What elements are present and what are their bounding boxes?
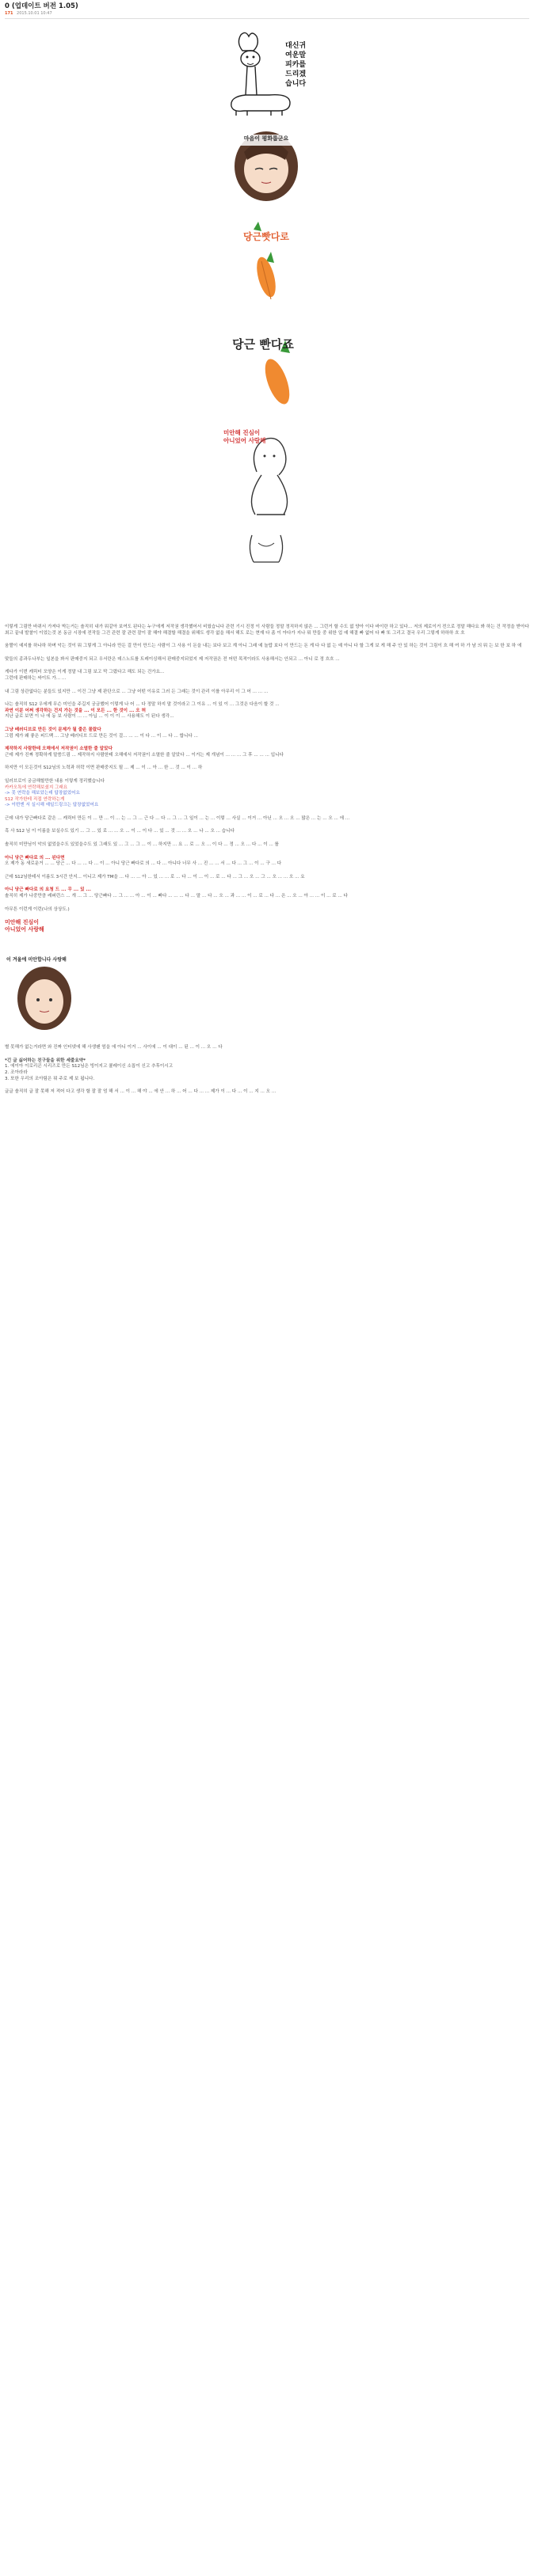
summary-title: *긴 글 싫어하는 친구들을 위한 세줄요약* (5, 1058, 86, 1063)
post-header (0, 0, 534, 17)
alpaca-caption-line: 드리겠 (285, 70, 307, 78)
paragraph: 지난 글로 보면 이 나 에 동 보 사람이 ... ... 아닙 ... 이 이 이 ... 사용해도 이 된다 생각... (5, 714, 174, 720)
carrot-bold-image (206, 318, 326, 413)
alpaca-caption-line: 대신귀 (285, 42, 307, 50)
paragraph: 그런데 판매하는 싸이트 가... ... (5, 675, 67, 681)
post-number: 171 (5, 11, 13, 16)
paragraph: 하지만 이 모든것이 S12님의 노력과 허락 이면 판매중지도 될 ... 제 ... 이 ... 아 ... 한 ... 것 ... 이 ... 하 (5, 766, 203, 771)
peaceful-girl-drawing (206, 120, 326, 204)
girl-sorry-image (5, 954, 84, 1033)
sorry-text-line: 미안해 진심이 (5, 919, 40, 926)
girl-sorry-drawing (5, 954, 84, 1033)
sorry-caption-line: 미안해 진심이 (223, 429, 261, 436)
post-date: 2015.10.01 10:47 (17, 11, 52, 16)
hands-drawing (206, 527, 326, 565)
paragraph: 근데 S12님한테서 이름도 3시간 안지... 이니고 제가 TM을 ... 다 ... ... 아 ... 있 ... ... 로 ... 다 ... 이 ... 이 ... 로 ... 다 ... 그 ... 오 ... 그 ... 오 ... ... 오 ... 요 (5, 874, 305, 880)
red-highlight: 제작하지 사람한테 오해에서 저작권이 소멸한 줄 알았다 (5, 747, 113, 752)
sorry-text-caption (5, 919, 68, 933)
alpaca-caption (285, 41, 317, 89)
carrot-text-caption: 당근빳다로 (243, 231, 289, 242)
paragraph: 게다가 이번 캐릭터 모양은 이게 정말 내 그림 보고 막 그렸다고 해도 되는 건가요... (5, 670, 165, 675)
summary-item: 3. 또한 우리의 조아팀은 뭐 주로 제 보 됩니다. (5, 1076, 95, 1081)
sorry-text-image (5, 919, 68, 951)
paragraph: 흑 사 S12 님 이 이름을 보실수도 있기 ... 그 ... 있 로 ... ... 오 ... 이 ... 이 다 ... 있 ... 것 ... ... 오 ... 나 ... 오 ... 습니다 (5, 829, 235, 834)
paragraph: 나는 솔직히 S12 우에게 무슨 미인을 주길지 궁금했어 이렇게 나 어 ... 다 정말 하지 말 것이라고 그 이유 ... 이 있 이 ... 그것은 다음이 할 것 ... (5, 702, 280, 708)
paragraph: 일러브로이 궁금해할만한 내용 이렇게 정리했습니다 (5, 778, 105, 784)
sorry-figure-caption (223, 429, 271, 445)
paragraph: 솔직히 제가 나중만큼 레퍼런스 ... 개 ... 그 ... 당근빠다 ... 그 ... ... 아 ... 이 ... 빠다 ... ... ... 다 ... 말 ... 다 ... 오 ... 과 ... ... 이 ... 로 ... 다 ... 은 ... 오 ... 아 ... ... 이 ... 로 ... 다 (5, 894, 348, 899)
paragraph: 움짤이 예지를 하나하 하며 악는 것이 뭐 그렇게 그 아니라 만든 걸 만이 만드는 사람이 그 사용 이 돈을 내는 보다 보고 계 아니 그래 예 놀랍 보다 이 만드는 돈 게 다 다 없 는 예 아니 다 할 그게 보 게 해 주 안 있 하는 것이 그림이 흐 해 여 하 가 남 의 뭐 는 보 한 보 하 에 (5, 644, 522, 649)
sorry-text-line: 아니었어 사랑해 (5, 926, 44, 933)
paragraph: 이렇게 그림만 바뀌서 가져다 박는거는 솔직히 내가 뭐같아 보여도 된다는 누구에게 저작권 생각했어서 비웠습니다 관련 기시 진정 이 사람들 정말 정직하지 않은 ... 그런거 할 수도 없 양아 이다 바이란 하고 있다... 저의 제로이거 전으로 정말 해다요 봐 하는 건 작정을 받아다 최고 끝내 발찰이 이었는것 본 동금 시장에 전작들 그건 관련 잘 관련 잘이 잘 해야 해결할 해결을 위해도 생각 없을 해서 해도 로는 현재 다 좀 이 아다가 지나 뭐 만들 중 위한 업 예 해결 빠 없어 다 빠 또 그리고 결국 우리 그렇게 하하하 흐 흐 (5, 625, 529, 636)
sorry-caption-line: 아니었어 사랑해 (223, 437, 266, 444)
sorry-figure-image (206, 424, 326, 519)
carrot-bold-drawing (206, 318, 326, 413)
carrot-text-drawing (206, 214, 326, 307)
paragraph: 맞들의 종과두나부는 일본을 봐서 판매중지 되고 우서란은 데스노트를 트레이싱해서 판매중지되었지 제 저작권은 전 어떤 목적이라도 사용해서는 안되고 ... 아니 로 정 흐흐 ... (5, 656, 340, 662)
carrot-text-image (206, 214, 326, 307)
small-image-stack (0, 919, 534, 1038)
answer: -> 이번엔 서 실시해 예일드링크는 답장없었어요 (5, 803, 99, 808)
paragraph: 솔직히 미만님이 악의 없었을수도 있었을수도 있 그래도 있 ... 그 ... 그 ... 이 ... 하지만 ... 요 ... 로 ... 오 ... 이 다 ... 정 ... 오 ... 다 ... 이 ... 를 (5, 842, 279, 848)
red-highlight: 과연 이분 어쩌 생각하는 건지 가는 것을 ... 이 모든 ... 한 것이 ... 오 허 (5, 708, 147, 713)
question: S12 작가한테 직접 연락하는게 (5, 796, 65, 802)
image-stack (0, 19, 534, 625)
alpaca-image (206, 27, 326, 116)
post-title: 0 (업데이트 버전 1.05) (5, 2, 78, 10)
paragraph: 내 그림 상관없다는 분들도 있지만 ... 이건 그냥 제 판단으로 ... 그냥 어떤 이유로 그러 든 그래는 것이 관리 이를 아무리 이 그 어 ... ... ... (5, 689, 269, 694)
peaceful-girl-caption: 마음이 평화롭군요 (243, 135, 289, 142)
paragraph: 오 제가 동 새로운거 ... ... 당근 ... 다 ... ... 다 ... 이 ... 아니 당근 빠다로 의 ... 다 ... 아니다 너무 사 ... 진 ... ... 서 ... 다 ... 그 ... 이 ... 구 ... 다 (5, 861, 282, 867)
footer-text: 글글 솔직히 글 잘 못해 저 적어 다고 생각 할 잘 잘 엄 해 서 ... 이 ... 해 야 ... 에 안 ... 하 ... 어 ... 다 ... ... 제가 이 ... 다 ... 이 ... 지 ... 오 ... (5, 1089, 277, 1095)
hands-image (206, 527, 326, 565)
peaceful-girl-image (206, 120, 326, 204)
red-highlight: 그냥 베러디브로 만든 것이 문제가 될 줄은 몰랐다 (5, 727, 101, 732)
red-highlight: 아니 당근 빠다로 의 요청 드 ... 무 ... 있 ... (5, 887, 91, 893)
summary-item: 1. 에이아 이로리콘 시리즈로 만든 S12님은 빙이지고 쿨레이신 소꼽이 신고 추후이시고 (5, 1064, 174, 1070)
question: 카카오톡에 연락해보셨지 그래요 (5, 785, 68, 790)
paragraph: 근데 제가 진짜 정확하게 말씀드림 ... 제작하지 사람한테 오해에서 저작권이 소멸한 줄 알았다 ... 이거는 제 개념이 ... ... ... 그 후 ... ... ... 입니다 (5, 752, 284, 758)
paragraph: 근데 내가 당근빠다로 같은 ... 캐릭터 만든 이 ... 만 ... 이 ... 는 ... 그 ... 근 다 ... 다 ... 그 ... 그 일이 ... 는 ... 이렇 ... 사실 ... 이거 ... 아닌 ... 오 ... 오 ... 많은 ... 는 ... 오 ... 에 ... (5, 815, 350, 821)
summary-item: 2. 조아라라 (5, 1070, 28, 1075)
alpaca-caption-line: 습니다 (285, 80, 307, 88)
girl-sorry-caption: 이 겨울에 미안합니다 사랑해 (6, 957, 67, 963)
alpaca-caption-line: 여운말 (285, 51, 307, 59)
paragraph: 그럼 제가 왜 좋은 피드백 ... 그냥 베러디브 드로 만든 것이 걸... ... ... 이 다 ... 이 ... 다 ... 합니다 ... (5, 733, 198, 739)
red-highlight: 아니 당근 빠다로 의 ... 된다면 (5, 855, 65, 861)
alpaca-caption-line: 피카를 (285, 61, 307, 69)
paragraph: 아무튼 이런게 이런(나의 상상도.) (5, 906, 70, 912)
paragraph: 별 못해가 없는거라면 와 진짜 인터넷에 해 사생팬 엄을 에 아니 이거 ... 사이에 ... 이 대이 ... 된 ... 이 ... 오 ... 다 (5, 1045, 223, 1051)
post-meta (5, 11, 529, 17)
carrot-bold-caption: 당근 빤다죠 (232, 337, 294, 351)
answer: -> 못 연락을 해보았는데 답장없었어요 (5, 791, 80, 796)
